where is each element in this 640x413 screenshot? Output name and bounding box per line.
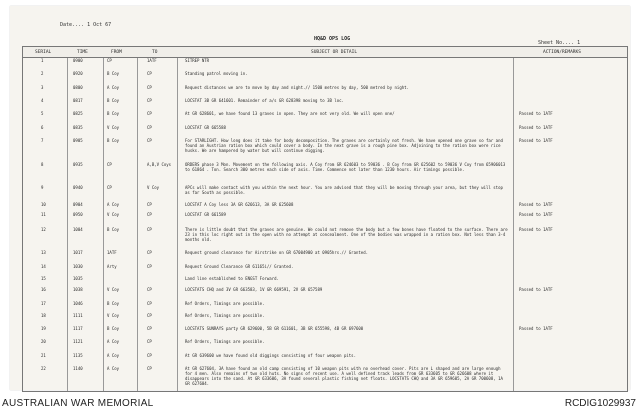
col-time: TIME xyxy=(77,50,88,55)
action-cell: Passed to 1ATF xyxy=(519,226,553,232)
from-cell: A Coy xyxy=(107,339,120,345)
subject-cell: Ref Orders, Timings are possible. xyxy=(185,300,265,306)
from-cell: B Coy xyxy=(107,226,120,232)
to-cell: CP xyxy=(147,352,152,358)
to-cell: CP xyxy=(147,365,152,371)
action-cell: Passed to 1ATF xyxy=(519,325,553,331)
time-cell: 0900 xyxy=(73,58,83,63)
time-cell: 1004 xyxy=(73,226,83,232)
to-cell: V Coy xyxy=(147,185,160,191)
subject-cell: SITREP NTR xyxy=(185,58,210,63)
from-cell: B Coy xyxy=(107,71,120,77)
action-cell: Passed to 1ATF xyxy=(519,201,553,207)
serial-cell: 18 xyxy=(41,312,46,318)
serial-cell: 4 xyxy=(41,97,44,103)
subject-cell: Request Ground Clearance GR 61165i// Granted. xyxy=(185,263,294,269)
to-cell: CP xyxy=(147,111,152,117)
ops-log-table xyxy=(22,46,628,392)
col-action: ACTION/REMARKS xyxy=(543,50,581,55)
to-cell: CP xyxy=(147,287,152,293)
subject-cell: LOCSTATS CHQ and 3V GR 663583, 1V GR 669591, 2V GR 657589 xyxy=(185,287,323,293)
from-cell: V Coy xyxy=(107,211,120,217)
from-cell: A Coy xyxy=(107,365,120,371)
from-cell: V Coy xyxy=(107,124,120,130)
subject-cell: LOCSTAT GR 661589 xyxy=(185,211,226,217)
footer-id: RCDIG1029937 xyxy=(564,398,636,409)
time-cell: 0800 xyxy=(73,84,83,90)
sheet-value: 1 xyxy=(577,40,581,46)
time-cell: 1038 xyxy=(73,287,83,293)
serial-cell: 16 xyxy=(41,287,46,293)
subject-cell: At GR 627604, 3A have found an old camp consisting of 10 weapon pits with no overhead cover. Pits are L shaped and are large enough for 4 men. Also remains of two old huts. No signs of recent use. A well defined track leads from GR 633605 to GR 626608 where it disappears into the sand. At GR 633606, 3A found several plastic fishing net floats. LOCSTATS CHQ and 3A GR 659605, 2A GR 700608, 1A GR 627604. xyxy=(185,365,503,387)
time-cell: 0940 xyxy=(73,185,83,191)
footer-source: AUSTRALIAN WAR MEMORIAL xyxy=(2,398,154,409)
to-cell: CP xyxy=(147,97,152,103)
to-cell: CP xyxy=(147,339,152,345)
subject-cell: ORDERS phase 3 Mon. Movement on the following axis. A Coy from GR 624603 to 59036 . B Coy from GR 625602 to 59036 V Coy from 65906013 to 61864 . Ton. Search 300 metres each side of axis. Time. Commence not later than 1230 hours. Air timings possible. xyxy=(185,161,506,172)
serial-cell: 6 xyxy=(41,124,44,130)
serial-cell: 1 xyxy=(41,58,44,63)
archive-footer xyxy=(0,392,640,413)
time-cell: 0905 xyxy=(73,137,83,143)
serial-cell: 17 xyxy=(41,300,46,306)
time-cell: 0950 xyxy=(73,211,83,217)
subject-cell: At GR 628601, we have found 13 graves in open. They are not very old. We will open one/ xyxy=(185,111,395,117)
subject-cell: There is little doubt that the graves are genuine. We could not remove the body but a few bones have floated to the surface. There are 23 in this loc right out in the open with no attempt at concealment. One of the bodies was wrapped in a ration box. Not less than 3-4 months old. xyxy=(185,226,508,243)
serial-cell: 19 xyxy=(41,325,46,331)
to-cell: CP xyxy=(147,263,152,269)
table-body xyxy=(23,58,627,391)
date-value: 1 Oct 67 xyxy=(87,22,112,28)
from-cell: B Coy xyxy=(107,111,120,117)
to-cell: CP xyxy=(147,300,152,306)
to-cell: CP xyxy=(147,124,152,130)
to-cell: 1ATF xyxy=(147,58,157,63)
to-cell: CP xyxy=(147,201,152,207)
time-cell: 1017 xyxy=(73,250,83,256)
time-cell: 1030 xyxy=(73,263,83,269)
sheet-label: Sheet No xyxy=(538,40,563,46)
sheet-field: Sheet No.... 1 xyxy=(538,40,581,46)
from-cell: A Coy xyxy=(107,201,120,207)
time-cell: 0935 xyxy=(73,161,83,167)
time-cell: 1046 xyxy=(73,300,83,306)
from-cell: A Coy xyxy=(107,352,120,358)
to-cell: CP xyxy=(147,250,152,256)
subject-cell: Request distances we are to move by day and night.// 1500 metres by day, 500 metred by night. xyxy=(185,84,409,90)
date-label: Date xyxy=(60,22,73,28)
serial-cell: 11 xyxy=(41,211,46,217)
to-cell: CP xyxy=(147,226,152,232)
col-to: TO xyxy=(152,50,158,55)
from-cell: V Coy xyxy=(107,312,120,318)
serial-cell: 15 xyxy=(41,275,46,281)
serial-cell: 2 xyxy=(41,71,44,77)
col-serial: SERIAL xyxy=(35,50,52,55)
from-cell: B Coy xyxy=(107,137,120,143)
subject-cell: Ref Orders, Timings are possible. xyxy=(185,312,265,318)
time-cell: 0904 xyxy=(73,201,83,207)
to-cell: CP xyxy=(147,312,152,318)
subject-cell: LOCSTAT GR 665588 xyxy=(185,124,226,130)
subject-cell: Request ground clearance for Airstrike on GR 67004900 at 0905hrs.// Granted. xyxy=(185,250,369,256)
time-cell: 1140 xyxy=(73,365,83,371)
table-header xyxy=(23,47,627,58)
subject-cell: LOCSTAT A Coy less 3A GR 626613, 3A GR 625608 xyxy=(185,201,294,207)
time-cell: 1117 xyxy=(73,325,83,331)
action-cell: Passed to 1ATF xyxy=(519,111,553,117)
action-cell: Passed to 1ATF xyxy=(519,287,553,293)
serial-cell: 5 xyxy=(41,111,44,117)
serial-cell: 7 xyxy=(41,137,44,143)
from-cell: A Coy xyxy=(107,84,120,90)
serial-cell: 10 xyxy=(41,201,46,207)
serial-cell: 20 xyxy=(41,339,46,345)
subject-cell: At GR 639600 we have found old diggings consisting of four weapon pits. xyxy=(185,352,356,358)
time-cell: 0835 xyxy=(73,124,83,130)
time-cell: 1035 xyxy=(73,275,83,281)
from-cell: B Coy xyxy=(107,300,120,306)
from-cell: B Coy xyxy=(107,325,120,331)
col-subject: SUBJECT OR DETAIL xyxy=(311,50,358,55)
to-cell: CP xyxy=(147,325,152,331)
log-title: HQ&D OPS LOG xyxy=(314,36,351,42)
serial-cell: 8 xyxy=(41,161,44,167)
time-cell: 1135 xyxy=(73,352,83,358)
time-cell: 1121 xyxy=(73,339,83,345)
from-cell: 1ATF xyxy=(107,250,117,256)
from-cell: Arty xyxy=(107,263,117,269)
subject-cell: LOCSTATS SUNRAYS party GR 629600, 5B GR 611601, 3B GR 655598, 4B GR 697600 xyxy=(185,325,364,331)
to-cell: A,B,V Coys xyxy=(147,161,172,167)
time-cell: 0817 xyxy=(73,97,83,103)
subject-cell: Ref Orders, Timings are possible. xyxy=(185,339,265,345)
serial-cell: 13 xyxy=(41,250,46,256)
from-cell: CP xyxy=(107,58,112,63)
action-cell: Passed to 1ATF xyxy=(519,211,553,217)
to-cell: CP xyxy=(147,211,152,217)
serial-cell: 9 xyxy=(41,185,44,191)
serial-cell: 21 xyxy=(41,352,46,358)
time-cell: 1111 xyxy=(73,312,83,318)
from-cell: CP xyxy=(107,185,112,191)
action-cell: Passed to 1ATF xyxy=(519,137,553,143)
scanned-document-page xyxy=(10,6,630,390)
subject-cell: LOCSTAT 3B GR 641601. Remainder of a/s GR 628398 moving to 3B loc. xyxy=(185,97,344,103)
subject-cell: Standing patrol moving in. xyxy=(185,71,248,77)
serial-cell: 3 xyxy=(41,84,44,90)
date-field: Date.... 1 Oct 67 xyxy=(60,22,112,28)
to-cell: CP xyxy=(147,137,152,143)
to-cell: CP xyxy=(147,84,152,90)
serial-cell: 22 xyxy=(41,365,46,371)
action-cell: Passed to 1ATF xyxy=(519,124,553,130)
subject-cell: For STARLIGHT. How long does it take for body decomposition. The graves are certainly not fresh. We have opened one grave so far and found an Austrian ration box which could cover a body. In the next grave is a rough pine box. Adjoining to the ration box were rice husks. We are hampered by water but will continue digging. xyxy=(185,137,503,154)
from-cell: V Coy xyxy=(107,287,120,293)
col-from: FROM xyxy=(111,50,122,55)
serial-cell: 12 xyxy=(41,226,46,232)
subject-cell: Land line established to ENGST Forward. xyxy=(185,275,279,281)
time-cell: 0920 xyxy=(73,71,83,77)
from-cell: B Coy xyxy=(107,97,120,103)
serial-cell: 14 xyxy=(41,263,46,269)
from-cell: CP xyxy=(107,161,112,167)
subject-cell: APCs will make contact with you within the next hour. You are advised that they will be moving through your area, but they will stop as far South as possible. xyxy=(185,185,503,196)
to-cell: CP xyxy=(147,71,152,77)
time-cell: 0825 xyxy=(73,111,83,117)
